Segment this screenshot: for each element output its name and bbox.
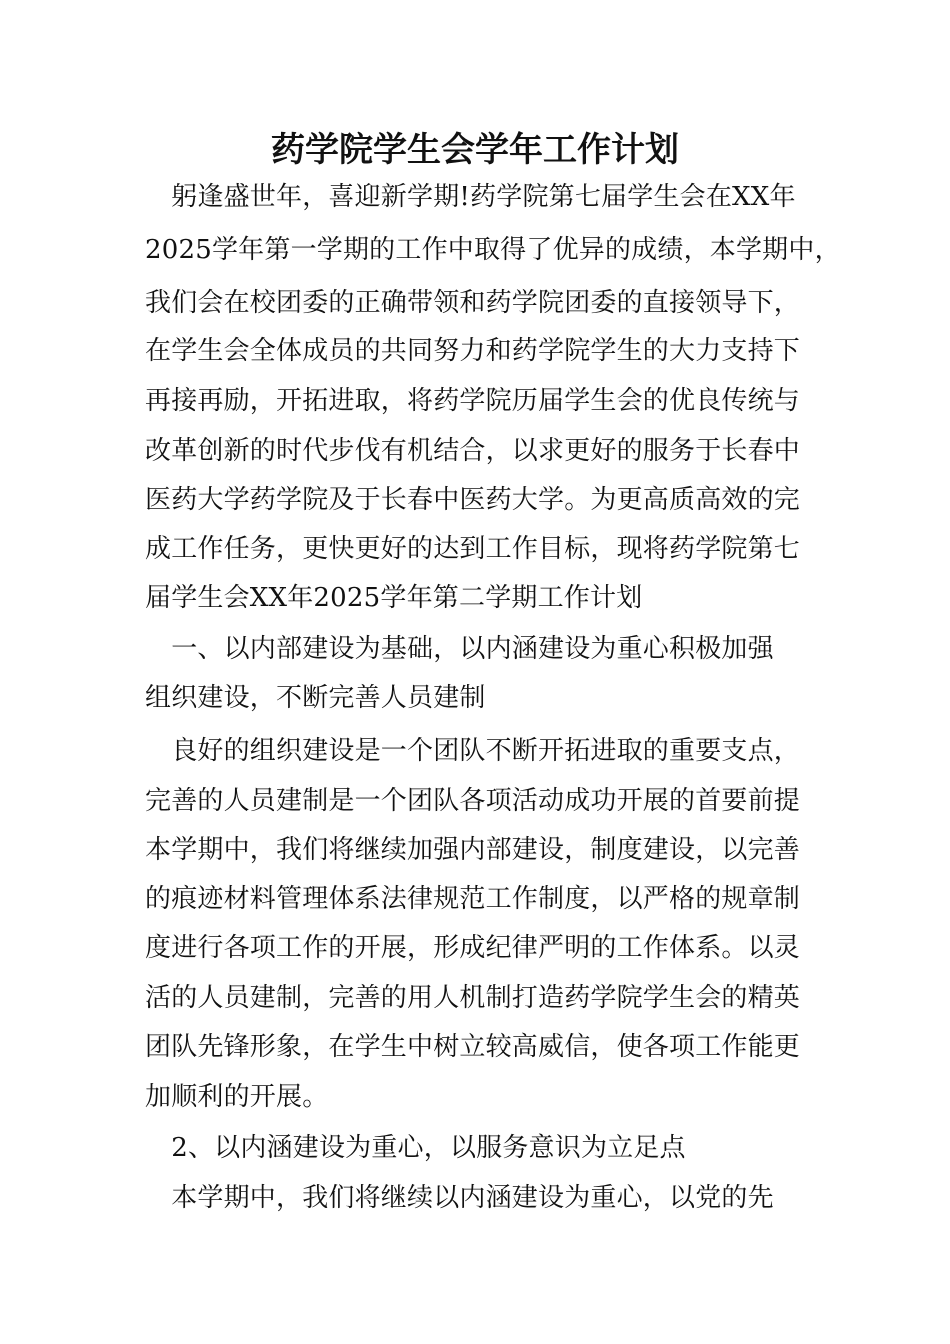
text-line: 加顺利的开展。 (145, 1082, 329, 1112)
text-line: 团队先锋形象，在学生中树立较高威信，使各项工作能更 (145, 1032, 801, 1062)
text-line: 活的人员建制，完善的用人机制打造药学院学生会的精英 (145, 983, 801, 1013)
document-title: 药学院学生会学年工作计划 (271, 130, 679, 170)
text-line: 的痕迹材料管理体系法律规范工作制度，以严格的规章制 (145, 884, 801, 914)
text-line: 完善的人员建制是一个团队各项活动成功开展的首要前提 (145, 786, 801, 816)
text-line: 我们会在校团委的正确带领和药学院团委的直接领导下， (145, 288, 801, 318)
section-heading-line: 2、以内涵建设为重心，以服务意识为立足点 (145, 1133, 686, 1163)
text-line: 良好的组织建设是一个团队不断开拓进取的重要支点， (145, 736, 801, 766)
text-line: 医药大学药学院及于长春中医药大学。为更高质高效的完 (145, 485, 801, 515)
section-heading-line: 组织建设，不断完善人员建制 (145, 683, 486, 713)
text-line: 本学期中，我们将继续以内涵建设为重心，以党的先 (145, 1183, 774, 1213)
text-line: 成工作任务，更快更好的达到工作目标，现将药学院第七 (145, 534, 801, 564)
text-line: 届学生会XX年2025学年第二学期工作计划 (145, 583, 643, 613)
text-line: 在学生会全体成员的共同努力和药学院学生的大力支持下 (145, 336, 801, 366)
text-line: 再接再励，开拓进取，将药学院历届学生会的优良传统与 (145, 386, 801, 416)
text-line: 度进行各项工作的开展，形成纪律严明的工作体系。以灵 (145, 933, 801, 963)
text-line: 躬逢盛世年，喜迎新学期!药学院第七届学生会在XX年 (145, 182, 796, 212)
text-line: 本学期中，我们将继续加强内部建设，制度建设，以完善 (145, 835, 801, 865)
section-heading-line: 一、以内部建设为基础，以内涵建设为重心积极加强 (145, 634, 774, 664)
text-line: 2025学年第一学期的工作中取得了优异的成绩，本学期中， (145, 235, 841, 265)
text-line: 改革创新的时代步伐有机结合，以求更好的服务于长春中 (145, 436, 801, 466)
